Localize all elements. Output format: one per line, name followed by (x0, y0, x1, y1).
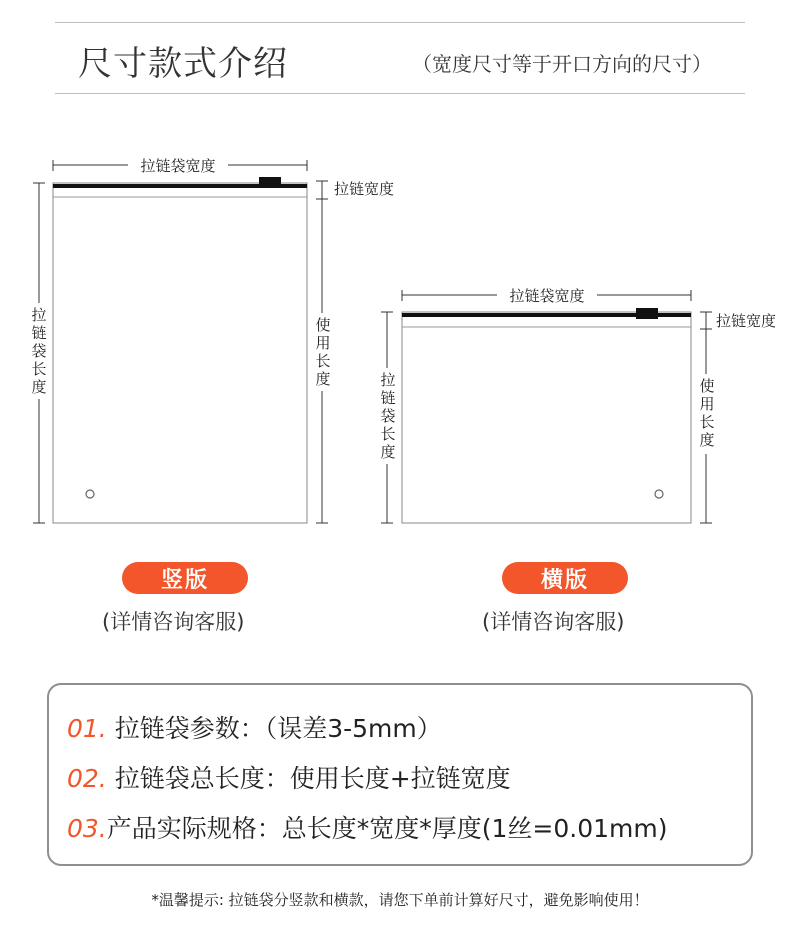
horizontal-bag-length-label (380, 371, 395, 461)
svg-text:度: 度 (315, 370, 331, 388)
horizontal-usable-length-label (699, 377, 714, 449)
vertical-consult-note: (详情咨询客服) (102, 610, 245, 634)
vertical-bag-length-label (31, 306, 46, 396)
width-note: （宽度尺寸等于开口方向的尺寸） (412, 52, 712, 76)
footer-tip: *温馨提示: 拉链袋分竖款和横款，请您下单前计算好尺寸，避免影响使用！ (151, 891, 649, 909)
svg-text:袋: 袋 (31, 342, 47, 360)
spec-number: 03. (67, 814, 107, 843)
svg-text:使: 使 (699, 377, 715, 395)
horizontal-variant-badge: 横版 (502, 562, 628, 594)
page-title: 尺寸款式介绍 (78, 44, 288, 84)
vertical-usable-length-label (315, 316, 330, 388)
svg-text:拉: 拉 (380, 371, 396, 389)
spec-text: 产品实际规格：总长度*宽度*厚度(1丝=0.01mm) (106, 814, 668, 843)
header-rule (55, 93, 745, 94)
svg-text:用: 用 (699, 395, 715, 413)
vertical-variant-badge: 竖版 (122, 562, 248, 594)
spec-number: 01. (67, 714, 107, 743)
spec-row-3 (67, 809, 668, 845)
svg-text:长: 长 (699, 413, 715, 431)
horizontal-bag-diagram (377, 285, 776, 523)
svg-text:度: 度 (31, 378, 47, 396)
top-rule (55, 22, 745, 23)
horizontal-zipper-slider (636, 308, 658, 319)
horizontal-zipper-width-label: 拉链宽度 (716, 312, 777, 330)
horizontal-consult-note: (详情咨询客服) (482, 610, 625, 634)
svg-text:使: 使 (315, 316, 331, 334)
svg-text:度: 度 (699, 431, 715, 449)
svg-text:长: 长 (380, 425, 396, 443)
svg-text:长: 长 (31, 360, 47, 378)
svg-text:拉: 拉 (31, 306, 47, 324)
svg-text:链: 链 (31, 324, 47, 342)
horizontal-bag-width-label: 拉链袋宽度 (509, 287, 585, 305)
size-diagram (0, 140, 800, 540)
svg-text:袋: 袋 (380, 407, 396, 425)
vertical-bag-body (53, 183, 307, 523)
spec-text: 拉链袋参数：（误差3-5mm） (114, 714, 442, 743)
spec-text: 拉链袋总长度：使用长度+拉链宽度 (114, 764, 511, 793)
svg-text:度: 度 (380, 443, 396, 461)
svg-text:链: 链 (380, 389, 396, 407)
spec-row-1 (67, 709, 442, 745)
spec-box (47, 683, 753, 866)
spec-number: 02. (67, 764, 107, 793)
vertical-zipper-slider (259, 177, 281, 188)
vertical-bag-diagram (29, 155, 394, 523)
svg-text:用: 用 (315, 334, 331, 352)
spec-row-2 (67, 759, 511, 795)
vertical-zipper-width-label: 拉链宽度 (334, 180, 395, 198)
horizontal-bag-body (402, 312, 691, 523)
vertical-bag-width-label: 拉链袋宽度 (140, 157, 216, 175)
svg-text:长: 长 (315, 352, 331, 370)
